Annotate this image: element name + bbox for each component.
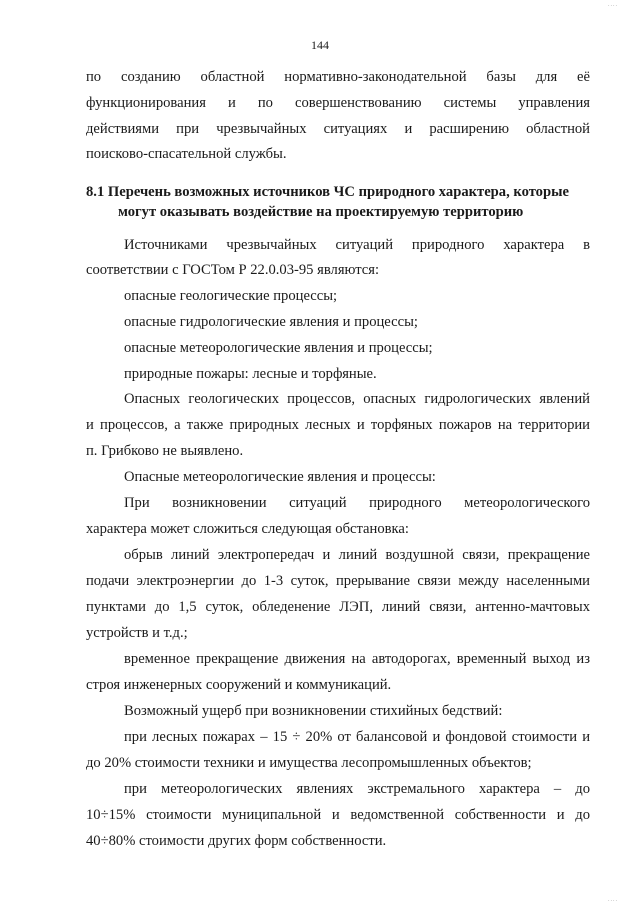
body-line-19: Возможный ущерб при возникновении стихийных бедствий: [124,703,503,719]
list-item-hydrological: опасные гидрологические явления и процессы; [124,314,418,330]
intro-line-3: действиями при чрезвычайных ситуациях и расширению областной [86,121,590,137]
body-line-1: Источниками чрезвычайных ситуаций природного характера в [124,237,590,253]
scan-mark-top: .... [608,2,618,8]
body-line-8: и процессов, а также природных лесных и торфяных пожаров на территории [86,417,590,433]
body-line-14: подачи электроэнергии до 1-3 суток, прерывание связи между населенными [86,573,590,589]
list-item-geological: опасные геологические процессы; [124,288,338,304]
body-line-13: обрыв линий электропередач и линий воздушной связи, прекращение [124,547,590,563]
section-heading-line-1: 8.1 Перечень возможных источников ЧС природного характера, которые [86,184,569,200]
body-line-16: устройств и т.д.; [86,625,188,641]
list-item-fires: природные пожары: лесные и торфяные. [124,366,377,382]
body-line-20: при лесных пожарах – 15 ÷ 20% от балансовой и фондовой стоимости и [124,729,590,745]
scan-mark-bottom: .... [608,897,618,903]
body-line-22: при метеорологических явлениях экстремального характера – до [124,781,590,797]
intro-line-2: функционирования и по совершенствованию системы управления [86,95,590,111]
section-heading-line-2: могут оказывать воздействие на проектируемую территорию [118,204,524,220]
body-line-12: характера может сложиться следующая обстановка: [86,521,409,537]
body-line-17: временное прекращение движения на автодорогах, временный выход из [124,651,590,667]
page-number: 144 [311,38,329,52]
body-line-23: 10÷15% стоимости муниципальной и ведомственной собственности и до [86,807,590,823]
body-line-2: соответствии с ГОСТом Р 22.0.03-95 являются: [86,262,380,278]
body-line-11: При возникновении ситуаций природного метеорологического [124,495,590,511]
body-line-18: строя инженерных сооружений и коммуникаций. [86,677,392,693]
body-line-24: 40÷80% стоимости других форм собственности. [86,833,387,849]
intro-line-1: по созданию областной нормативно-законодательной базы для её [86,69,590,85]
list-item-meteorological: опасные метеорологические явления и процессы; [124,340,433,356]
intro-line-4: поисково-спасательной службы. [86,146,287,162]
body-line-10: Опасные метеорологические явления и процессы: [124,469,436,485]
body-line-15: пунктами до 1,5 суток, обледенение ЛЭП, линий связи, антенно-мачтовых [86,599,590,615]
body-line-7: Опасных геологических процессов, опасных гидрологических явлений [124,391,590,407]
body-line-21: до 20% стоимости техники и имущества лесопромышленных объектов; [86,755,532,771]
body-line-9: п. Грибково не выявлено. [86,443,244,459]
